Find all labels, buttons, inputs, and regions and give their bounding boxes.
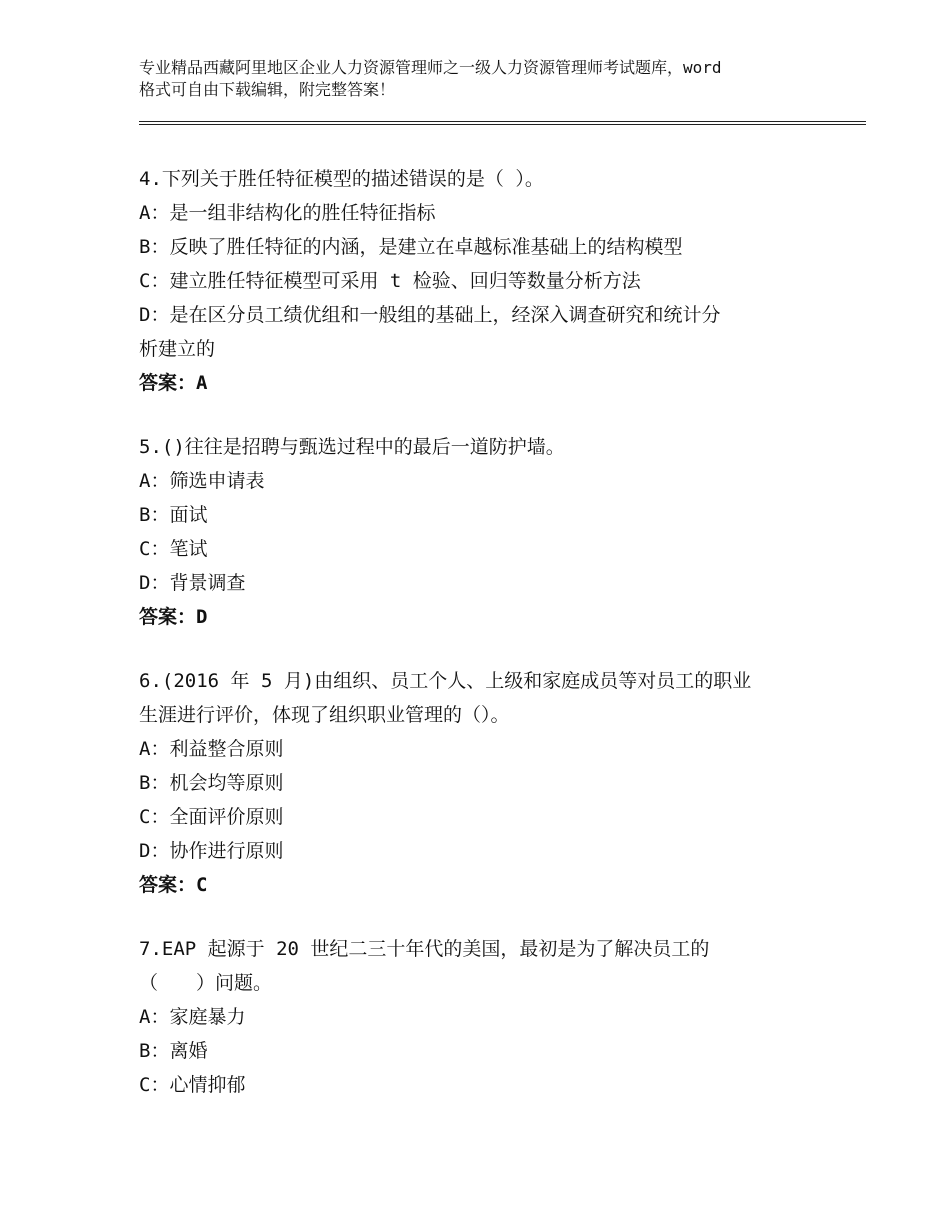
answer-label: 答案：A (139, 372, 208, 394)
option-c: C：建立胜任特征模型可采用 t 检验、回归等数量分析方法 (139, 270, 641, 292)
document-header (139, 57, 829, 101)
option-c: C：心情抑郁 (139, 1074, 246, 1096)
header-divider-top (139, 121, 866, 122)
option-a: A：是一组非结构化的胜任特征指标 (139, 202, 436, 224)
option-b: B：面试 (139, 504, 208, 526)
option-a: A：家庭暴力 (139, 1006, 246, 1028)
option-d: D：是在区分员工绩优组和一般组的基础上，经深入调查研究和统计分 (139, 304, 721, 326)
option-d-continued: 析建立的 (139, 338, 216, 360)
question-stem: 5.()往往是招聘与甄选过程中的最后一道防护墙。 (139, 436, 565, 458)
option-b: B：反映了胜任特征的内涵，是建立在卓越标准基础上的结构模型 (139, 236, 683, 258)
header-title-line-2: 格式可自由下载编辑，附完整答案！ (139, 80, 396, 99)
option-c: C：笔试 (139, 538, 208, 560)
option-d: D：协作进行原则 (139, 840, 284, 862)
question-6 (139, 664, 819, 902)
option-c: C：全面评价原则 (139, 806, 284, 828)
question-5 (139, 430, 819, 634)
question-stem: 6.(2016 年 5 月)由组织、员工个人、上级和家庭成员等对员工的职业 (139, 670, 752, 692)
question-stem: 7.EAP 起源于 20 世纪二三十年代的美国，最初是为了解决员工的 (139, 938, 710, 960)
question-list (139, 162, 819, 1132)
answer-label: 答案：C (139, 874, 208, 896)
option-a: A：利益整合原则 (139, 738, 284, 760)
option-b: B：机会均等原则 (139, 772, 284, 794)
header-title-line-1: 专业精品西藏阿里地区企业人力资源管理师之一级人力资源管理师考试题库，word (139, 58, 722, 77)
option-d: D：背景调查 (139, 572, 246, 594)
option-b: B：离婚 (139, 1040, 208, 1062)
header-divider-bottom (139, 124, 866, 125)
question-7 (139, 932, 819, 1102)
question-4 (139, 162, 819, 400)
question-stem: 4.下列关于胜任特征模型的描述错误的是（ ）。 (139, 168, 544, 190)
question-stem-continued: （ ）问题。 (139, 972, 273, 994)
question-stem-continued: 生涯进行评价，体现了组织职业管理的（）。 (139, 704, 510, 726)
option-a: A：筛选申请表 (139, 470, 265, 492)
answer-label: 答案：D (139, 606, 208, 628)
